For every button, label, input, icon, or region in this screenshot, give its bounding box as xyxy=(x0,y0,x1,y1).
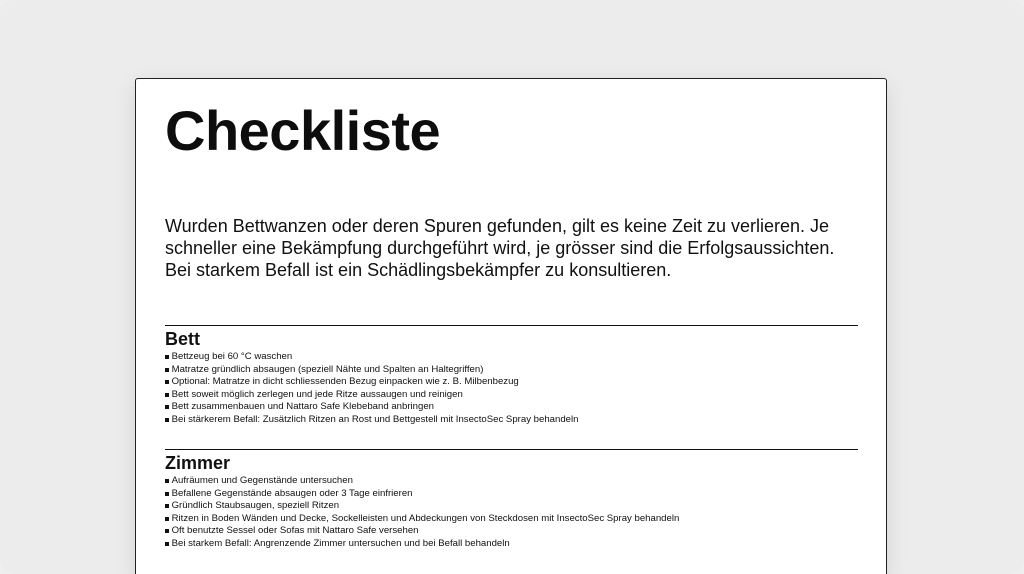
checklist-item-text: Bettzeug bei 60 °C waschen xyxy=(171,351,293,362)
section-heading-zimmer: Zimmer xyxy=(165,453,231,473)
section-heading-bett: Bett xyxy=(165,329,200,349)
checklist-item-text: Oft benutzte Sessel oder Sofas mit Nattaro Safe versehen xyxy=(171,525,419,536)
checklist-item-text: Befallene Gegenstände absaugen oder 3 Tage einfrieren xyxy=(171,487,413,499)
section-divider xyxy=(165,325,858,326)
checklist-item-text: Bei stärkerem Befall: Zusätzlich Ritzen an Rost und Bettgestell mit InsectoSec Spray behandeln xyxy=(171,413,579,425)
checklist-item xyxy=(165,488,858,501)
bullet-icon xyxy=(165,368,169,372)
checklist-item xyxy=(165,525,858,538)
bullet-icon xyxy=(165,529,169,533)
checklist-item xyxy=(165,401,858,414)
bullet-icon xyxy=(165,517,169,521)
checklist-item-text: Ritzen in Boden Wänden und Decke, Sockelleisten und Abdeckungen von Steckdosen mit InsectoSec Spray behandeln xyxy=(171,512,680,524)
checklist-item xyxy=(165,414,858,427)
document-card xyxy=(135,78,887,574)
checklist-item-text: Matratze gründlich absaugen (speziell Nähte und Spalten an Haltegriffen) xyxy=(171,363,484,375)
checklist-item-text: Aufräumen und Gegenstände untersuchen xyxy=(171,475,353,486)
checklist-item xyxy=(165,389,858,402)
checklist-item-text: Optional: Matratze in dicht schliessenden Bezug einpacken wie z. B. Milbenbezug xyxy=(171,376,519,387)
bullet-icon xyxy=(165,542,169,546)
checklist-zimmer xyxy=(165,475,858,550)
intro-paragraph: Wurden Bettwanzen oder deren Spuren gefunden, gilt es keine Zeit zu verlieren. Je schneller eine Bekämpfung durchgeführt wird, je grösser sind die Erfolgsaussichten. Bei starkem Befall ist ein Schädlingsbekämpfer zu konsultieren. xyxy=(165,216,835,280)
checklist-item-text: Bett soweit möglich zerlegen und jede Ritze aussaugen und reinigen xyxy=(171,388,463,400)
checklist-bett xyxy=(165,351,858,426)
checklist-item xyxy=(165,376,858,389)
bullet-icon xyxy=(165,479,169,483)
bullet-icon xyxy=(165,393,169,397)
checklist-item xyxy=(165,538,858,551)
checklist-item xyxy=(165,364,858,377)
bullet-icon xyxy=(165,492,169,496)
bullet-icon xyxy=(165,418,169,422)
section-zimmer xyxy=(165,449,858,550)
checklist-item xyxy=(165,513,858,526)
section-divider xyxy=(165,449,858,450)
checklist-item xyxy=(165,475,858,488)
section-bett xyxy=(165,325,858,426)
checklist-item xyxy=(165,500,858,513)
checklist-item-text: Gründlich Staubsaugen, speziell Ritzen xyxy=(171,500,340,511)
bullet-icon xyxy=(165,405,169,409)
page-title: Checkliste xyxy=(165,99,441,162)
checklist-item xyxy=(165,351,858,364)
bullet-icon xyxy=(165,380,169,384)
bullet-icon xyxy=(165,355,169,359)
checklist-item-text: Bei starkem Befall: Angrenzende Zimmer untersuchen und bei Befall behandeln xyxy=(171,537,510,549)
bullet-icon xyxy=(165,504,169,508)
checklist-item-text: Bett zusammenbauen und Nattaro Safe Klebeband anbringen xyxy=(171,401,435,412)
